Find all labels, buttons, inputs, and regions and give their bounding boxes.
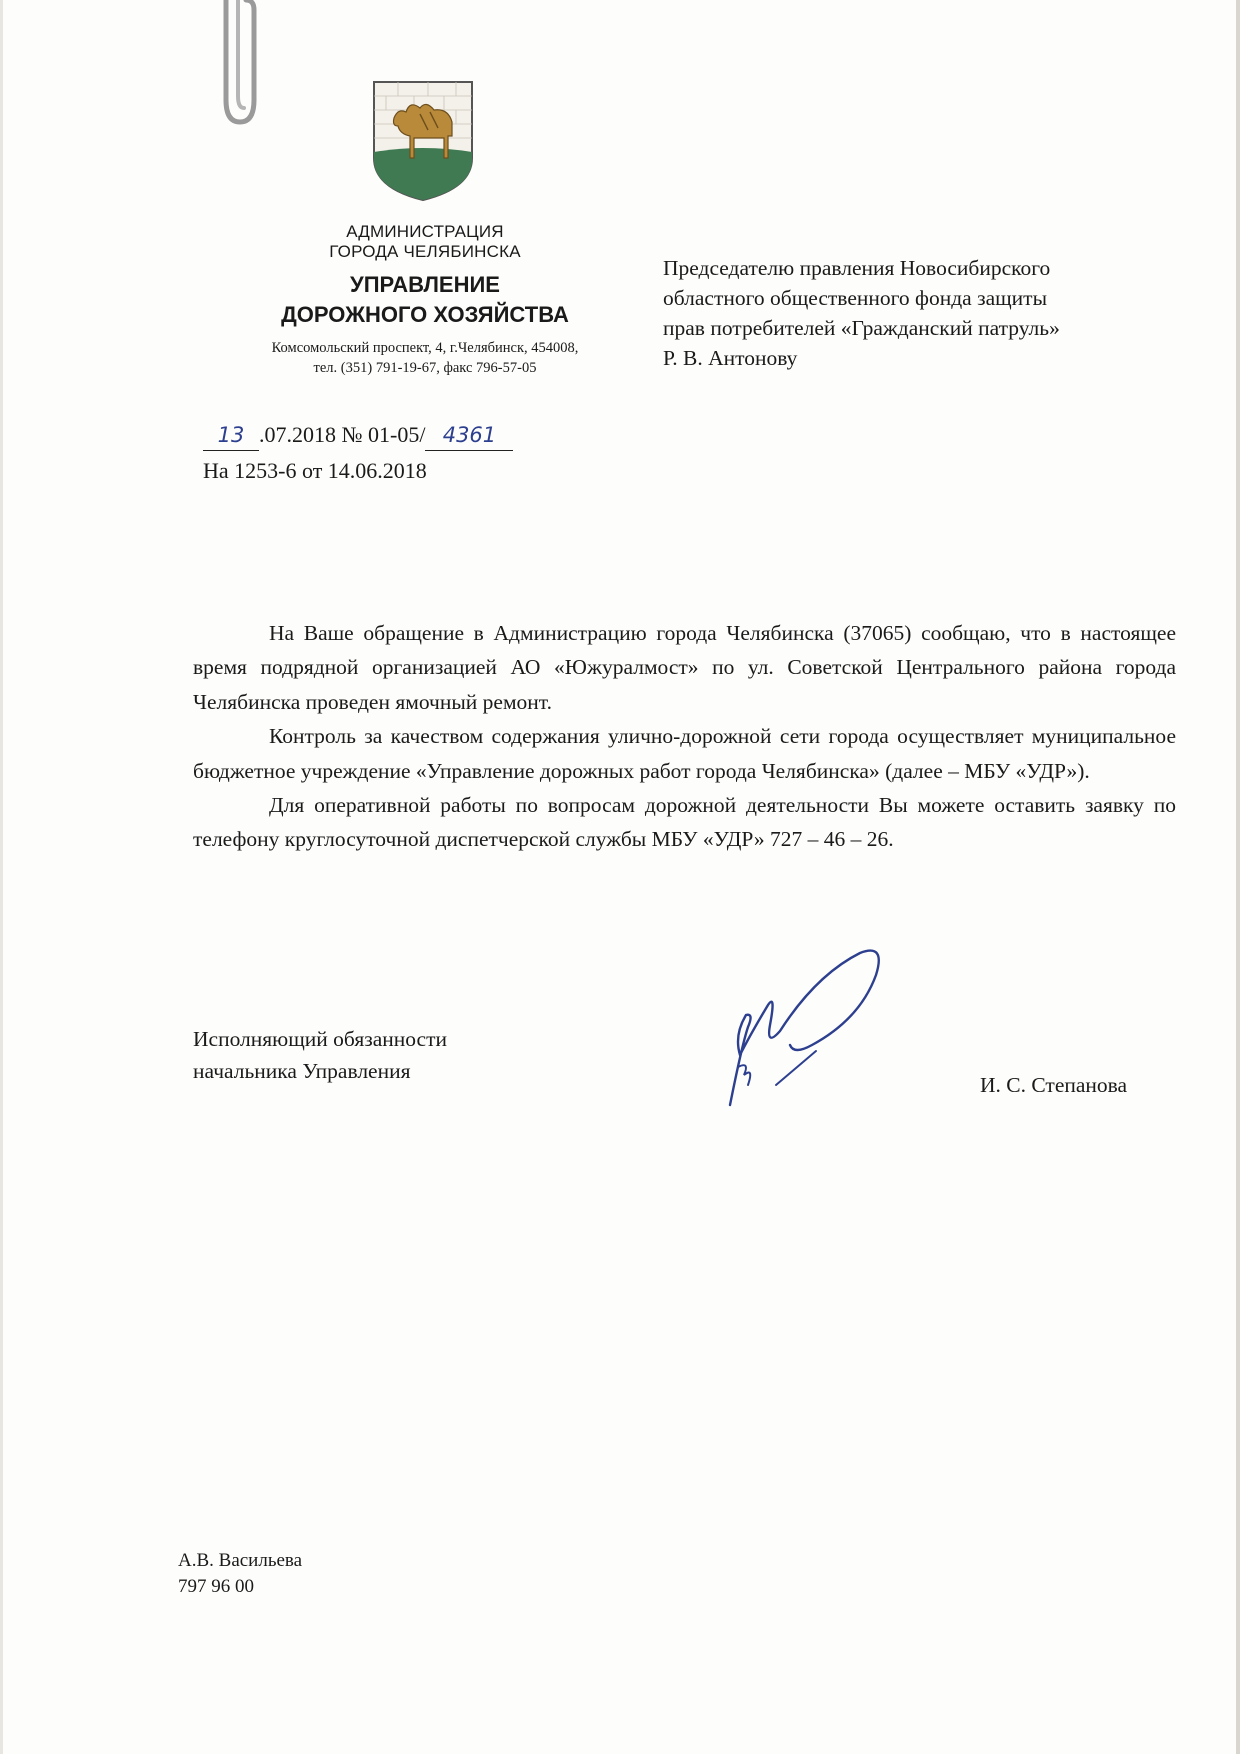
- paper-clip-icon: [196, 0, 266, 130]
- recipient-line-1: Председателю правления Новосибирского: [663, 256, 1051, 280]
- registration-number-handwritten: 4361: [425, 420, 513, 451]
- registration-date-number: .07.2018 № 01-05/: [259, 422, 426, 447]
- department-name-line-1: УПРАВЛЕНИЕ: [350, 272, 500, 297]
- letterhead: [205, 222, 645, 378]
- performer-name: А.В. Васильева: [178, 1550, 303, 1571]
- reply-reference: На 1253-6 от 14.06.2018: [203, 458, 427, 483]
- letterhead-phone: тел. (351) 791-19-67, факс 796-57-05: [313, 360, 537, 376]
- recipient-line-3: прав потребителей «Гражданский патруль»: [663, 316, 1060, 340]
- signatory-position: [193, 1023, 447, 1087]
- department-name-line-2: ДОРОЖНОГО ХОЗЯЙСТВА: [281, 302, 569, 327]
- signatory-position-line-2: начальника Управления: [193, 1059, 411, 1083]
- performer-block: [178, 1548, 302, 1600]
- signatory-position-line-1: Исполняющий обязанности: [193, 1027, 447, 1051]
- performer-phone: 797 96 00: [178, 1576, 254, 1597]
- recipient-block: [663, 253, 1203, 373]
- administration-name-line-2: ГОРОДА ЧЕЛЯБИНСКА: [329, 242, 521, 261]
- recipient-line-4: Р. В. Антонову: [663, 346, 798, 370]
- city-coat-of-arms-icon: [368, 78, 478, 202]
- letter-body: [193, 616, 1176, 857]
- letterhead-address: Комсомольский проспект, 4, г.Челябинск, 454008,: [271, 340, 579, 356]
- signatory-name: И. С. Степанова: [980, 1073, 1128, 1097]
- registration-line: [203, 420, 513, 451]
- body-paragraph-3: Для оперативной работы по вопросам дорожной деятельности Вы можете оставить заявку по телефону круглосуточной диспетчерской службы МБУ «УДР» 727 – 46 – 26.: [193, 793, 1176, 852]
- administration-name-line-1: АДМИНИСТРАЦИЯ: [346, 222, 504, 241]
- body-paragraph-1: На Ваше обращение в Администрацию города Челябинска (37065) сообщаю, что в настоящее время подрядной организацией АО «Южуралмост» по ул. Советской Центрального района города Челябинска проведен ямочный ремонт.: [193, 621, 1176, 714]
- registration-day-handwritten: 13: [203, 420, 259, 451]
- body-paragraph-2: Контроль за качеством содержания улично-дорожной сети города осуществляет муниципальное бюджетное учреждение «Управление дорожных работ города Челябинска» (далее – МБУ «УДР»).: [193, 724, 1176, 783]
- recipient-line-2: областного общественного фонда защиты: [663, 286, 1048, 310]
- handwritten-signature-icon: [720, 935, 890, 1115]
